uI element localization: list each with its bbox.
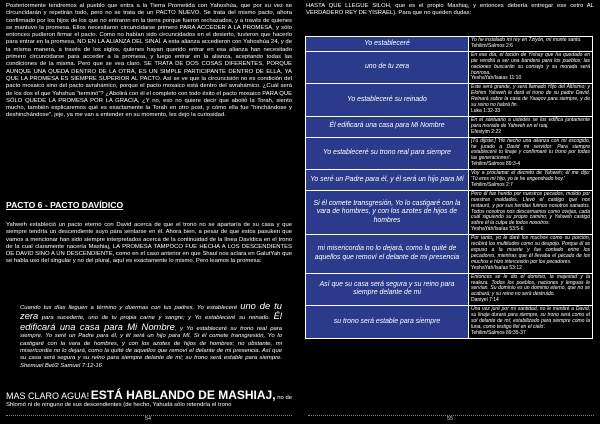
scripture-citation: YeshaYah/Isaias 11:10 <box>471 75 522 82</box>
fulfillment-cell <box>469 51 593 84</box>
closing-paragraph <box>6 388 292 410</box>
quote-part1: Cuando tus días lleguen a término y duermas con tus padres, Yo estableceré <box>20 305 238 311</box>
table-row <box>306 37 593 52</box>
table-row <box>306 235 593 273</box>
page-number: 55 <box>446 416 454 422</box>
table-row <box>306 137 593 170</box>
promise-cell: su trono será estable para siempre <box>306 306 469 339</box>
fulfillment-text: Yo he instalado mi rey en Tziyón, mi monte santo. <box>471 37 582 43</box>
quote-highlight: uno de tu zera <box>20 300 282 322</box>
scripture-citation: Tehilim/Salmos 2:6 <box>471 42 513 49</box>
fulfillment-cell <box>469 37 593 52</box>
table-row <box>306 306 593 339</box>
closing-exclamation: MAS CLARO AGUA! <box>6 391 90 401</box>
table-row <box>306 51 593 84</box>
fulfillment-text: Por tanto, yo le daré los muchos como su porción, recibirá los multitudes como su despojo. Porque él se expuso a la muerte y fue contado entre los pecadores, mientras que él llevaba el pecado de los muchos e hizo intercesión por los pecadores. <box>471 235 590 265</box>
fulfillment-cell <box>469 306 593 339</box>
quote-part3: , y Yo estableceré su trono real para siempre. Yo seré un Padre para él, y él será un hijo para Mí. Si él comete transgresión, Yo lo castigaré con la vara de hombres, y con los azotes de hijos de hombres; no obstante, mi misericordia no lo dejará, como la quité de aquellos que removí el delante de mi presencia. Así que su casa será segura y su reino para siempre delante de mi; su trono será estable para siempre. Shemuel Bet/2 Samuel 7:12-16 <box>20 325 282 369</box>
scripture-citation: YeshaYah/Isaías 53:12 <box>471 264 522 271</box>
fulfillment-cell <box>469 137 593 170</box>
intro-paragraph: Posteriormente tendremos al pueblo que entra a la Tierra Prometida con Yahoshúa, que por su vez se circuncidarán y repetirán todo, pero no se trata de un PACTO NUEVO. Se trata del mismo pacto, ahora confirmado por los hijos de los que no entraron en la tierra porque fueron rechazados, y a través de quienes se mantuvo la promesa. Ellos necesitaron circuncidarse primero PARA ACCEDER A LA PROMESA, y sólo entonces pudieron firmar el pacto. Como no habían sido circuncidados en el desierto, tuvieron que hacerlo para entrar en la promesa, NO EN LA ALIANZA DEL SINAÍ. A esta alianza accedieron con Yahoshúa 24, y de la misma manera, a través de los siglos, quienes hayan querido entrar en esa alianza han necesitado primero circuncidarse para acceder a la promesa, y luego entrar en la alianza, aceptando todas las condiciones de la misma. Pero que se vea claro. SE TRATA DE DOS COSAS DIFERENTES, PORQUE AUNQUE UNA QUEDA DENTRO DE LA OTRA, ES UN SIMPLE PARTICIPANTE DENTRO DE ELLA, YA QUE LA PROMESA ES SIEMPRE SUPERIOR AL PACTO. Así se ve que la circuncisión no es condición del pacto mosaico sino del pacto avrahámico, porque el pacto mosaico está dentro del avrahámico. ¿Cuál será de los dos el que Yahshua "terminó"? ¿Abolirá con él el completo con todo éxito el pacto mosaico PARA QUE SÓLO QUEDE LA PROMESA POR LA GRACIA, ¿Y no, eso no quiere decir que abolió la Torah, siento mucho, también explicaremos qué es exactamente la Torah en otro post, y cómo ella fue "hinchándose y deshinchándose", jeje, ya me van a entender en su momento, les dejo la curiosidad. <box>6 3 292 119</box>
quote-highlight-2: Él edificará una casa para Mi Nombre <box>20 310 282 332</box>
fulfillment-cell <box>469 273 593 306</box>
fulfillment-text: En ese día, el toción de Yishay que ha quedado en pie vendrá a ser una bandera para los pueblos; las naciones buscarán su consejo y su morada será honrosa. <box>471 51 590 76</box>
section-heading: PACTO 6 - PACTO DAVÍDICO <box>6 200 124 210</box>
scripture-citation: Tehilim/Salmos 89:3-4 <box>471 161 521 168</box>
fulfillment-cell <box>469 235 593 273</box>
right-intro-paragraph: HASTA QUE LLEGUE SILOH, que es el propio Mashiaj, y entonces debería entregar ese cetro AL VERDADERO REY DE YISRAEL). Para que no queden dudas: <box>306 3 594 17</box>
pact-paragraph: Yahweh estableció un pacto eterno con David acerca de que el trono no se apartaría de su casa y que siempre tendría un descendiente suyo para sentarse en él. Ahora bien, a pesar de que estos pasuken que vamos a mencionar han sido siempre interpretados acerca de la continuidad de la línea Davídica en el trono de la cual claramente nacería Mashiaj, LA PROMESA TAMPOCO FUE HECHA A LOS DESCENDIENTES DE DAVID SINO A UN DESCENDIENTE, como en el caso anterior en que Shaul nos aclara en GalutYah que se habla uso del singular y no del plural, aquí es exactamente lo mismo. Pero leamos la promesa: <box>6 222 292 265</box>
quote-part2: para sucederte, uno de tu propia carne y sangre; y Yo estableceré su reinado. <box>41 315 271 322</box>
promise-cell: Yo estableceré su reinado <box>306 84 469 117</box>
closing-emphasis: ESTÁ HABLANDO DE MASHIAJ, <box>90 388 276 402</box>
scripture-citation: Luka 1:32-33 <box>471 107 501 114</box>
promise-cell: uno de tu zera <box>306 51 469 84</box>
fulfillment-text: [Tú dijiste:] 'He hecho una alianza con mi escogido, he jurado a David mi servidor: Para siempre estableceré tu linaje y confirmaré tu trono por todas las generaciones'. <box>471 137 590 162</box>
promise-cell: Yo estableceré <box>306 37 469 52</box>
promise-cell: Yo seré un Padre para él, y él será un hijo para Mí <box>306 170 469 191</box>
fulfillment-text: Este será grande, y será llamado Hijo del Altísimo; y Elohim Yahweh le dará el trono de su padre David. Reinará sobre la casa de Yaaqov para siempre, y de su reino no habrá fin. <box>471 84 590 109</box>
fulfillment-cell <box>469 116 593 137</box>
fulfillment-text: Una vez juré por mi santidad, no le mentiré a David, su linaje durará para siempre, su trono será como el sol delante de mí; estabilizado para siempre como la luna, como testigo fiel en el cielo'. <box>471 306 590 330</box>
promise-cell: mi misericordia no lo dejará, como la quité de aquellos que removí el delante de mi presencia <box>306 235 469 273</box>
fulfillment-text: Entonces se le dio el dominio, la majestad y la realeza. Todos los pueblos, naciones y lenguas le servían. Su dominio es un dominio eterno, que no se acabará; y su reino no será destruido. <box>471 273 590 298</box>
table-row <box>306 273 593 306</box>
promise-cell: Yo estableceré su trono real para siempre <box>306 137 469 170</box>
fulfillment-text: Pero él fue herido por nuestros pecados, molido por nuestras maldades. Llevó el castigo que nos restauró, y por sus heridas fuimos nosotros sanados. Todos nosotros nos descarriamos como ovejas, cada cual siguiendo su propio camino; y Yahweh castigó sobre él la culpa de todos nosotros. <box>471 190 590 227</box>
scripture-quote <box>20 302 282 370</box>
scripture-citation: Tehilim/Salmos 2:7 <box>471 181 513 188</box>
table-row <box>306 84 593 117</box>
scripture-citation: YeshaYah/Isaías 53:5-6 <box>471 226 524 233</box>
fulfillment-text: En el santuario a ustedes se los edifica juntamente para morada de Yahweh en el ruaj. <box>471 116 590 129</box>
scripture-citation: Efesiyim 2:22 <box>471 128 502 135</box>
promise-cell: Él edificará una casa para Mi Nombre <box>306 116 469 137</box>
table-row <box>306 116 593 137</box>
scripture-citation: Daniyel 7:14 <box>471 297 499 304</box>
fulfillment-cell <box>469 84 593 117</box>
fulfillment-text: Voy a proclamar el decreto de Yahweh; él me dijo: 'Tú eres mi hijo, yo te he engendrado hoy.' <box>471 170 590 183</box>
table-row <box>306 190 593 234</box>
promise-cell: Así que su casa será segura y su reino para siempre delante de mi <box>306 273 469 306</box>
fulfillment-cell <box>469 190 593 234</box>
table-row <box>306 170 593 191</box>
promise-cell: Si él comete transgresión, Yo lo castigaré con la vara de hombres, y con los azotes de hijos de hombres <box>306 190 469 234</box>
left-page <box>0 0 296 424</box>
fulfillment-cell <box>469 170 593 191</box>
closing-rest: no de Shlomó ni de ninguno de sus descendientes (de hecho, Yahudá sólo retendría el trono <box>6 395 292 409</box>
right-page <box>302 0 598 424</box>
scripture-citation: Tehilim/Salmos 89:35-37 <box>471 329 526 336</box>
page-number: 54 <box>144 416 152 422</box>
verse-table <box>305 36 593 339</box>
